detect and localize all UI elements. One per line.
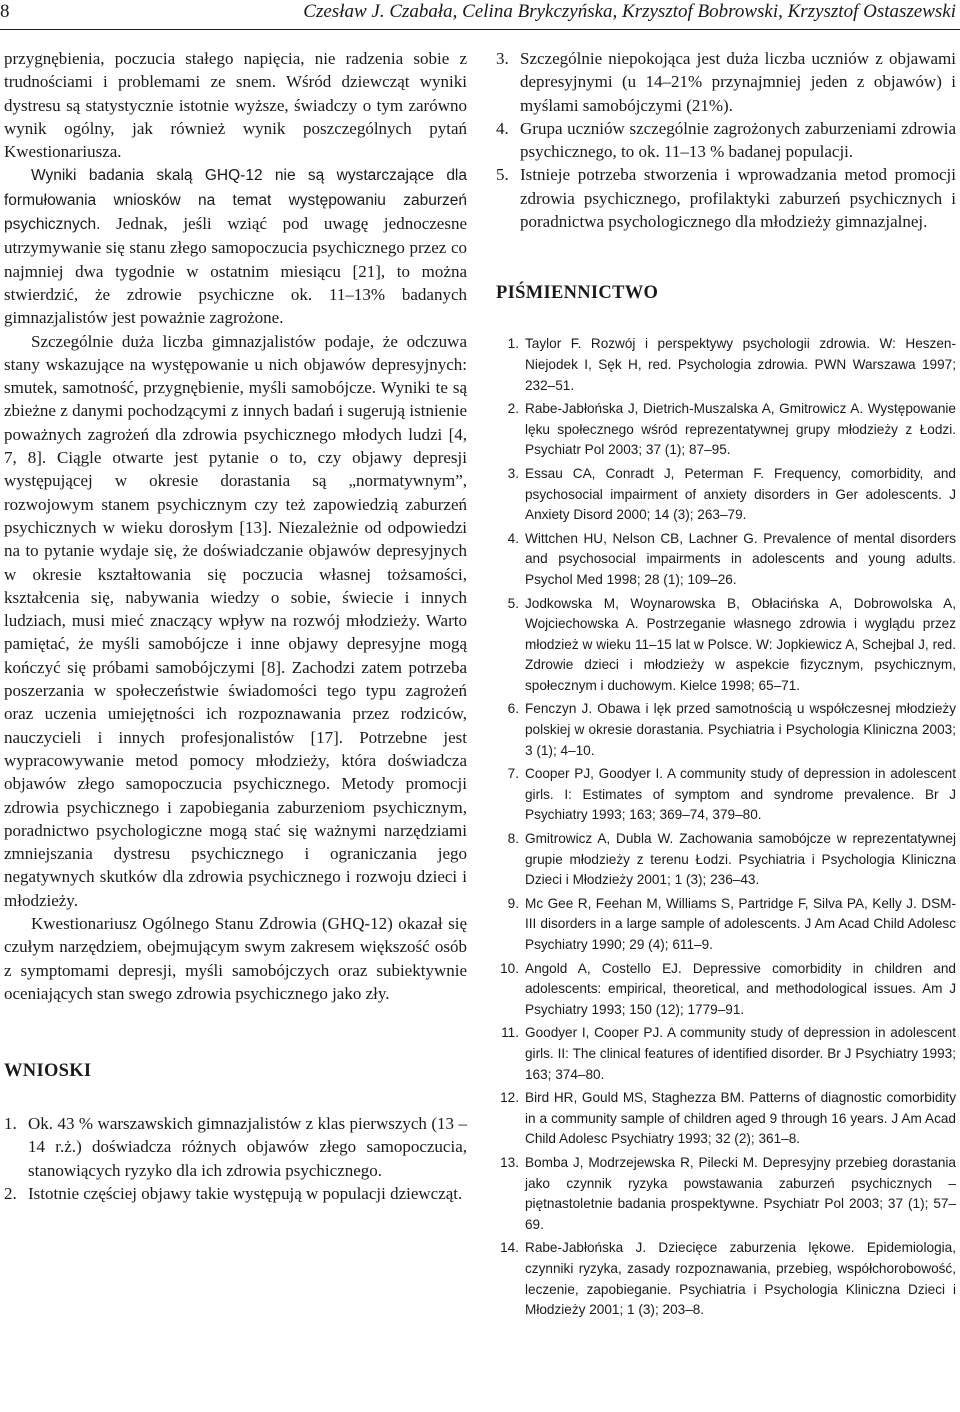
- reference-text: Essau CA, Conradt J, Peterman F. Frequency, comorbidity, and psychosocial impairment of anxiety disorders in Ger adolescents. J Anxiety Disord 2000; 14 (3); 263–79.: [525, 465, 956, 523]
- reference-item: [496, 1088, 956, 1150]
- reference-number: 9.: [507, 895, 519, 911]
- conclusion-item: [4, 1182, 467, 1205]
- reference-item: [496, 464, 956, 526]
- conclusion-item: [496, 163, 956, 233]
- references-heading: PIŚMIENNICTWO: [496, 283, 659, 304]
- conclusion-text: Istnieje potrzeba stworzenia i wprowadzania metod promocji zdrowia psychicznego, profilaktyki zaburzeń psychicznych i poradnictwa psychologicznego dla młodzieży gimnazjalnej.: [520, 165, 956, 232]
- reference-item: [496, 334, 956, 396]
- conclusions-heading: WNIOSKI: [4, 1061, 92, 1082]
- conclusions-list-continued: [496, 47, 956, 233]
- reference-number: 12.: [500, 1090, 519, 1106]
- conclusion-number: 1.: [4, 1114, 17, 1134]
- conclusion-text: Grupa uczniów szczególnie zagrożonych zaburzeniami zdrowia psychicznego, to ok. 11–13 % badanej populacji.: [520, 118, 956, 162]
- reference-item: [496, 594, 956, 697]
- reference-item: [496, 959, 956, 1021]
- reference-text: Bird HR, Gould MS, Staghezza BM. Patterns of diagnostic comorbidity in a community sample of children aged 9 through 16 years. J Am Acad Child Adolesc Psychiatry 1993; 32 (2); 361–8.: [525, 1090, 956, 1147]
- reference-item: [496, 1238, 956, 1320]
- reference-number: 1.: [507, 336, 519, 352]
- reference-text: Taylor F. Rozwój i perspektywy psychologii zdrowia. W: Heszen-Niejodek I, Sęk H, red. Psychologia zdrowia. PWN Warszawa 1997; 232–51.: [525, 336, 956, 393]
- right-column: [496, 47, 956, 1324]
- reference-number: 10.: [500, 960, 519, 976]
- reference-number: 8.: [507, 831, 519, 847]
- page-number: 8: [0, 1, 10, 22]
- reference-item: [496, 529, 956, 591]
- conclusion-item: [496, 117, 956, 164]
- paragraph-3: Szczególnie duża liczba gimnazjalistów podaje, że odczuwa stany wskazujące na występowanie u nich objawów depresyjnych: smutek, samotność, przygnębienie, myśli samobójcze. Wyniki te są zbieżne z danymi pochodzącymi z innych badań i sugerują istnienie poważnych zagrożeń dla zdrowia psychicznego młodych ludzi [4, 7, 8]. Ciągle otwarte jest pytanie o to, czy objawy depresji występującej w okresie dorastania są „normatywnym”, rozwojowym stanem psychicznym czy też zapowiedzią zaburzeń psychicznych w wieku dorosłym [13]. Niezależnie od odpowiedzi na to pytanie wydaje się, że doświadczanie objawów depresyjnych w okresie kształtowania się poczucia własnej tożsamości, kształcenia się, nabywania wiedzy o sobie, świecie i innych ludziach, musi mieć znaczący wpływ na rozwój młodzieży. Warto pamiętać, że myśli samobójcze i inne objawy depresyjne mogą kończyć się próbami samobójczymi [8]. Zachodzi zatem potrzeba poszerzania w społeczeństwie świadomości tego typu zagrożeń oraz uczenia umiejętności ich rozpoznawania przez rodziców, nauczycieli i innych profesjonalistów [17]. Potrzebne jest wypracowywanie metod pomocy młodzieży, która doświadcza objawów złego samopoczucia psychicznego. Metody promocji zdrowia psychicznego i zapobiegania zaburzeniom psychicznym, poradnictwo psychologiczne mogą stać się ważnymi narzędziami zmniejszania dystresu psychicznego i ograniczania jego negatywnych skutków dla zdrowia psychicznego i rozwoju dzieci i młodzieży.: [4, 331, 467, 910]
- conclusion-text: Szczególnie niepokojąca jest duża liczba uczniów z objawami depresyjnymi (u 14–21% przynajmniej jeden z objawów) i myślami samobójczymi (21%).: [520, 49, 956, 115]
- conclusion-number: 5.: [496, 165, 509, 185]
- reference-text: Rabe-Jabłońska J. Dziecięce zaburzenia lękowe. Epidemiologia, czynniki ryzyka, zasady rozpoznawania, przebieg, współchorobowość, leczenie, zapobieganie. Psychiatria i Psychologia Kliniczna Dzieci i Młodzieży 2001; 1 (3); 203–8.: [525, 1240, 956, 1318]
- paragraph-2: [4, 163, 467, 329]
- reference-number: 2.: [507, 401, 519, 417]
- conclusion-text: Ok. 43 % warszawskich gimnazjalistów z klas pierwszych (13 – 14 r.ż.) doświadcza różnych objawów złego samopoczucia, stanowiących ryzyko dla ich zdrowia psychicznego.: [28, 1114, 467, 1180]
- reference-number: 4.: [507, 530, 519, 546]
- reference-text: Rabe-Jabłońska J, Dietrich-Muszalska A, Gmitrowicz A. Występowanie lęku społecznego wśród reprezentatywnej grupy młodzieży z Łodzi. Psychiatr Pol 2003; 37 (1); 87–95.: [525, 401, 956, 458]
- reference-number: 13.: [500, 1154, 519, 1170]
- reference-item: [496, 699, 956, 761]
- reference-item: [496, 829, 956, 891]
- reference-text: Fenczyn J. Obawa i lęk przed samotnością u współczesnej młodzieży polskiej w okresie dorastania. Psychiatria i Psychologia Kliniczna 2003; 3 (1); 4–10.: [525, 701, 956, 758]
- conclusion-number: 3.: [496, 49, 509, 68]
- header-rule: [0, 29, 960, 30]
- reference-text: Cooper PJ, Goodyer I. A community study of depression in adolescent girls. I: Estimates of symptom and syndrome prevalence. Br J Psychiatry 1993; 163; 369–74, 379–80.: [525, 766, 956, 823]
- reference-number: 6.: [507, 701, 519, 717]
- reference-text: Goodyer I, Cooper PJ. A community study of depression in adolescent girls. II: The clinical features of identified disorder. Br J Psychiatry 1993; 163; 374–80.: [525, 1025, 956, 1082]
- conclusion-item: [4, 1112, 467, 1182]
- reference-text: Mc Gee R, Feehan M, Williams S, Partridge F, Silva PA, Kelly J. DSM-III disorders in a large sample of adolescents. J Am Acad Child Adolesc Psychiatry 1990; 29 (4); 611–9.: [525, 895, 956, 952]
- reference-number: 11.: [501, 1025, 519, 1041]
- conclusion-number: 4.: [496, 118, 509, 138]
- paragraph-4: Kwestionariusz Ogólnego Stanu Zdrowia (GHQ-12) okazał się czułym narzędziem, obejmującym swym zakresem większość osób z symptomami depresji, myśli samobójczych oraz subiektywnie oceniających stan swego zdrowia psychicznego jako zły.: [4, 913, 467, 1003]
- conclusions-list: [4, 1112, 467, 1205]
- conclusion-text: Istotnie częściej objawy takie występują w populacji dziewcząt.: [28, 1184, 463, 1204]
- paragraph-2-lead: Wyniki badania skalą GHQ-12 nie są wystarczające dla formułowania wniosków na temat występowaniu zaburzeń psychicznych.: [4, 167, 467, 234]
- reference-text: Gmitrowicz A, Dubla W. Zachowania samobójcze w reprezentatywnej grupie młodzieży z terenu Łodzi. Psychiatria i Psychologia Kliniczna Dzieci i Młodzieży 2001; 1 (3); 236–43.: [525, 831, 956, 888]
- conclusion-number: 2.: [4, 1184, 17, 1204]
- page-header: [0, 0, 960, 30]
- reference-number: 5.: [507, 595, 519, 611]
- reference-item: [496, 1153, 956, 1235]
- reference-item: [496, 399, 956, 461]
- reference-item: [496, 1023, 956, 1085]
- reference-number: 7.: [507, 766, 519, 782]
- references-list: [496, 334, 956, 1320]
- reference-number: 3.: [507, 465, 519, 481]
- conclusion-item: [496, 47, 956, 117]
- reference-text: Bomba J, Modrzejewska R, Pilecki M. Depresyjny przebieg dorastania jako czynnik ryzyka powstawania zaburzeń psychicznych – piętnastoletnie badania prospektywne. Psychiatr Pol 2003; 37 (1); 57–69.: [525, 1154, 956, 1232]
- reference-text: Wittchen HU, Nelson CB, Lachner G. Prevalence of mental disorders and psychosocial impairments in adolescents and young adults. Psychol Med 1998; 28 (1); 109–26.: [525, 530, 956, 587]
- reference-item: [496, 764, 956, 826]
- reference-item: [496, 894, 956, 956]
- reference-text: Jodkowska M, Woynarowska B, Obłacińska A, Dobrowolska A, Wojciechowska A. Postrzeganie własnego zdrowia i wyglądu przez młodzież w wieku 11–15 lat w Polsce. W: Jopkiewicz A, Schejbal J, red. Zdrowie dzieci i młodzieży w aspekcie fizycznym, psychicznym, społecznym i duchowym. Kielce 1998; 65–71.: [525, 595, 956, 693]
- paragraph-1: przygnębienia, poczucia stałego napięcia, nie radzenia sobie z trudnościami i problemami ze snem. Wśród dziewcząt wyniki dystresu są statystycznie istotnie wyższe, świadczy o tym zarówno wynik ogólny, jak również wynik poszczególnych pytań Kwestionariusza.: [4, 49, 467, 162]
- left-column: [4, 47, 467, 1205]
- reference-number: 14.: [500, 1240, 519, 1256]
- paragraph-2-rest: Jednak, jeśli wziąć pod uwagę jednoczesne utrzymywanie się stanu złego samopoczucia psychicznego przez co najmniej dwa tygodnie w ostatnim miesiącu [21], to można stwierdzić, że zdrowie psychiczne ok. 11–13% badanych gimnazjalistów jest poważnie zagrożone.: [4, 214, 467, 328]
- reference-text: Angold A, Costello EJ. Depressive comorbidity in children and adolescents: empirical, theoretical, and methodological issues. Am J Psychiatry 1993; 150 (12); 1779–91.: [525, 960, 956, 1017]
- running-title: Czesław J. Czabała, Celina Brykczyńska, Krzysztof Bobrowski, Krzysztof Ostaszewski: [303, 1, 956, 22]
